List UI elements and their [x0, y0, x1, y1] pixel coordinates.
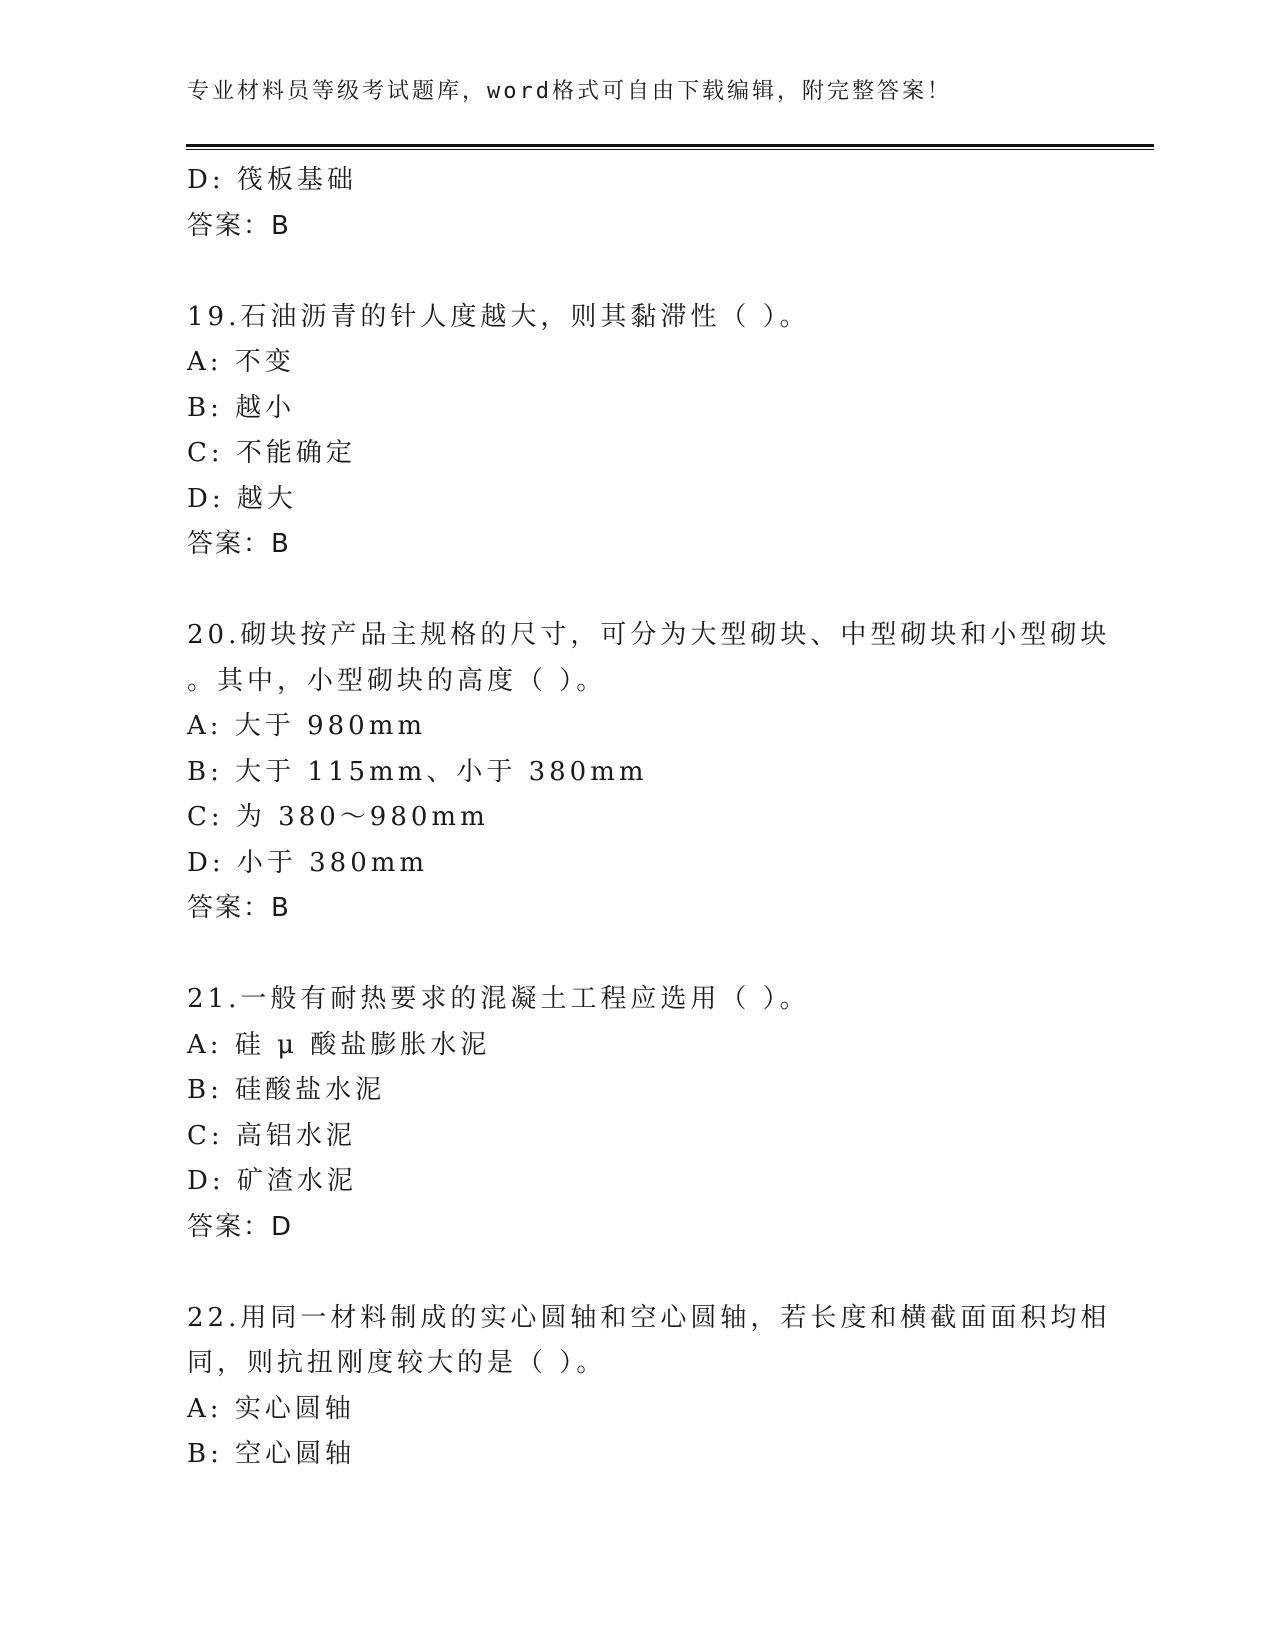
question-20-option-d: D: 小于 380mm	[187, 847, 429, 878]
header-rule-thick	[186, 144, 1154, 147]
question-20-option-a: A: 大于 980mm	[187, 711, 427, 741]
question-21-answer: 答案：D	[187, 1211, 294, 1242]
question-21-stem: 21.一般有耐热要求的混凝土工程应选用（ ）。	[187, 984, 810, 1014]
question-21-option-c: C: 高铝水泥	[187, 1120, 356, 1151]
question-21-option-d: D: 矿渣水泥	[187, 1166, 357, 1196]
question-22-stem-cont: 同，则抗扭刚度较大的是（ ）。	[187, 1348, 607, 1378]
question-20-stem: 20.砌块按产品主规格的尺寸，可分为大型砌块、中型砌块和小型砌块	[187, 620, 1111, 650]
question-19-option-d: D: 越大	[187, 483, 297, 514]
question-19-option-a: A: 不变	[187, 347, 295, 377]
question-content	[187, 158, 1111, 1478]
question-20-option-b: B: 大于 115mm、小于 380mm	[187, 756, 648, 787]
question-22-option-a: A: 实心圆轴	[187, 1393, 355, 1424]
question-22-option-b: B: 空心圆轴	[187, 1439, 356, 1469]
question-19-stem: 19.石油沥青的针人度越大，则其黏滞性（ ）。	[187, 301, 810, 332]
question-19-option-c: C: 不能确定	[187, 438, 356, 468]
header-rule-thin	[186, 149, 1154, 150]
question-20-stem-cont: 。其中，小型砌块的高度（ ）。	[187, 665, 607, 696]
question-20-option-c: C: 为 380～980mm	[187, 802, 489, 832]
question-19-answer: 答案：B	[187, 529, 291, 559]
question-21-option-a: A: 硅 μ 酸盐膨胀水泥	[187, 1029, 491, 1060]
question-19-option-b: B: 越小	[187, 392, 296, 423]
question-20-answer: 答案：B	[187, 893, 291, 923]
page-header: 专业材料员等级考试题库，word格式可自由下载编辑，附完整答案！	[187, 79, 952, 104]
question-21-option-b: B: 硅酸盐水泥	[187, 1075, 386, 1105]
question-22-stem: 22.用同一材料制成的实心圆轴和空心圆轴，若长度和横截面面积均相	[187, 1302, 1111, 1333]
answer: 答案：B	[187, 210, 291, 241]
option-d: D: 筏板基础	[187, 165, 357, 195]
